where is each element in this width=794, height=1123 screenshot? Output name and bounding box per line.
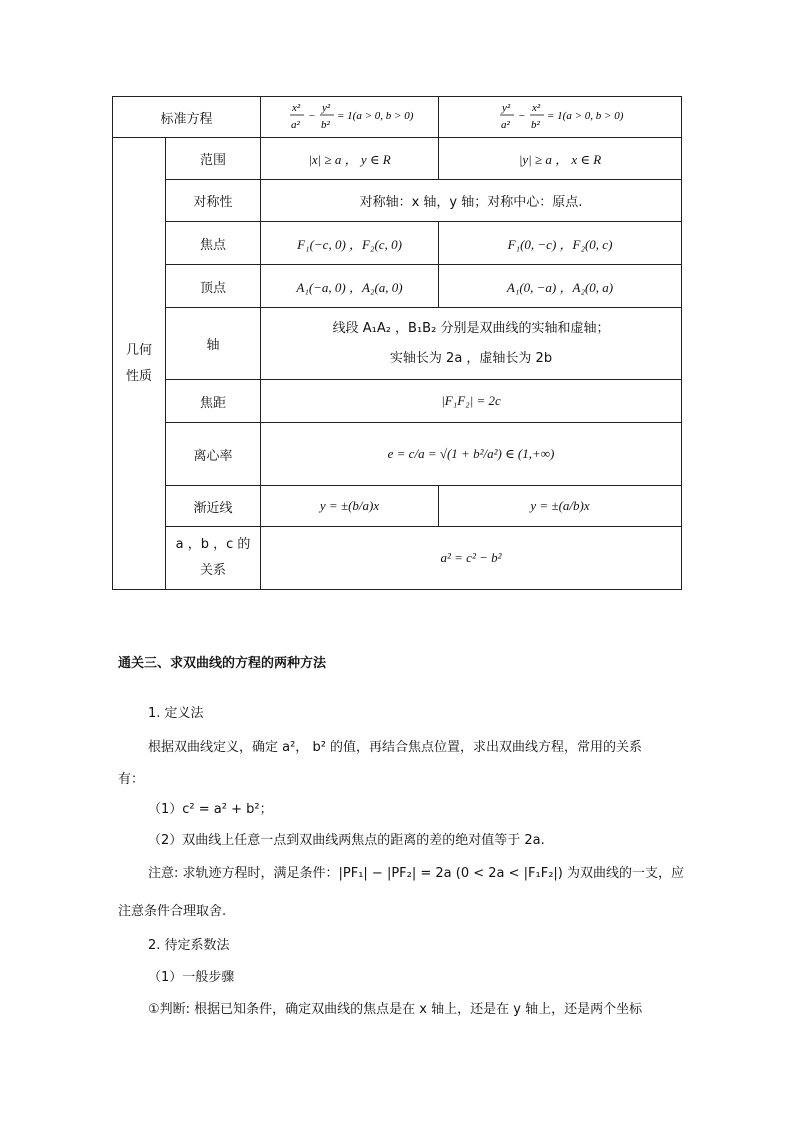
svg-text:= 1(a > 0, b > 0): = 1(a > 0, b > 0) bbox=[547, 110, 624, 122]
label-symmetry: 对称性 bbox=[166, 180, 261, 222]
row-axis bbox=[113, 308, 682, 380]
row-foci bbox=[113, 222, 682, 265]
label-relation bbox=[166, 527, 261, 590]
row-standard-equation bbox=[113, 97, 682, 138]
item2-judge: ①判断: 根据已知条件，确定双曲线的焦点是在 x 轴上，还是在 y 轴上，还是两个坐标 bbox=[148, 1002, 643, 1017]
row-relation bbox=[113, 527, 682, 590]
row-focal-distance bbox=[113, 380, 682, 423]
range-x-axis: |x| ≥ a ， y ∈ R bbox=[261, 138, 439, 180]
item1-relation2: （2）双曲线上任意一点到双曲线两焦点的距离的差的绝对值等于 2a. bbox=[148, 833, 545, 848]
item1-title: 1. 定义法 bbox=[148, 706, 204, 721]
note-text-b: 注意条件合理取舍. bbox=[118, 904, 227, 919]
row-eccentricity bbox=[113, 423, 682, 486]
note-text-a: 注意: 求轨迹方程时，满足条件：|PF₁| − |PF₂| = 2a (0 < 2a < |F₁F₂|) 为双曲线的一支，应 bbox=[148, 866, 685, 881]
vertices-x-axis: A₁(−a, 0) ，A₂(a, 0) bbox=[261, 265, 439, 308]
svg-text:a²: a² bbox=[501, 119, 510, 131]
group-geometric-properties bbox=[113, 138, 166, 590]
section-title: 通关三、求双曲线的方程的两种方法 bbox=[118, 656, 327, 671]
svg-text:−: − bbox=[518, 110, 526, 122]
svg-text:a²: a² bbox=[290, 119, 300, 131]
label-foci: 焦点 bbox=[166, 222, 261, 265]
foci-y-axis: F₁(0, −c) ，F₂(0, c) bbox=[439, 222, 682, 265]
item2-step: （1）一般步骤 bbox=[148, 970, 235, 985]
asymptote-x-axis: y = ±(b/a)x bbox=[261, 486, 439, 527]
label-focal-distance: 焦距 bbox=[166, 380, 261, 423]
svg-text:y²: y² bbox=[321, 102, 330, 114]
row-symmetry bbox=[113, 180, 682, 222]
item1-relation1: （1）c² = a² + b²； bbox=[148, 802, 273, 817]
equation-x-axis-formula bbox=[270, 97, 430, 133]
row-vertices bbox=[113, 265, 682, 308]
vertices-y-axis: A₁(0, −a) ，A₂(0, a) bbox=[439, 265, 682, 308]
item1-text-a: 根据双曲线定义，确定 a²， b² 的值，再结合焦点位置，求出双曲线方程，常用的关系 bbox=[148, 740, 643, 755]
label-vertices: 顶点 bbox=[166, 265, 261, 308]
label-asymptote: 渐近线 bbox=[166, 486, 261, 527]
hyperbola-properties-table bbox=[112, 96, 682, 590]
item2-title: 2. 待定系数法 bbox=[148, 938, 230, 953]
svg-text:x²: x² bbox=[532, 102, 541, 114]
label-range: 范围 bbox=[166, 138, 261, 180]
row-asymptote bbox=[113, 486, 682, 527]
equation-x-axis bbox=[261, 97, 439, 138]
axis-value bbox=[261, 308, 682, 380]
svg-text:x²: x² bbox=[291, 102, 300, 114]
group-label-line2: 性质 bbox=[125, 368, 152, 384]
asymptote-y-axis: y = ±(a/b)x bbox=[439, 486, 682, 527]
label-axis: 轴 bbox=[166, 308, 261, 380]
svg-text:= 1(a > 0, b > 0): = 1(a > 0, b > 0) bbox=[336, 110, 413, 122]
svg-text:b²: b² bbox=[320, 119, 330, 131]
label-eccentricity: 离心率 bbox=[166, 423, 261, 486]
relation-label-line2: 关系 bbox=[200, 563, 227, 578]
axis-line2: 实轴长为 2a ，虚轴长为 2b bbox=[389, 350, 553, 366]
relation-label-line1: a ，b ，c 的 bbox=[175, 537, 251, 552]
axis-line1: 线段 A₁A₂ ，B₁B₂ 分别是双曲线的实轴和虚轴； bbox=[332, 320, 610, 336]
eccentricity-value: e = c/a = √(1 + b²/a²) ∈ (1,+∞) bbox=[261, 423, 682, 486]
group-label-line1: 几何 bbox=[125, 342, 152, 358]
svg-text:y²: y² bbox=[502, 102, 511, 114]
foci-x-axis: F₁(−c, 0) ，F₂(c, 0) bbox=[261, 222, 439, 265]
equation-y-axis-formula bbox=[480, 97, 640, 133]
equation-y-axis bbox=[439, 97, 682, 138]
item1-text-b: 有： bbox=[118, 772, 145, 787]
svg-text:−: − bbox=[307, 110, 315, 122]
svg-text:b²: b² bbox=[531, 119, 540, 131]
range-y-axis: |y| ≥ a ， x ∈ R bbox=[439, 138, 682, 180]
relation-value: a² = c² − b² bbox=[261, 527, 682, 590]
symmetry-value: 对称轴：x 轴，y 轴；对称中心：原点. bbox=[261, 180, 682, 222]
row-range bbox=[113, 138, 682, 180]
label-standard-equation: 标准方程 bbox=[113, 97, 261, 138]
focal-distance-value: |F₁F₂| = 2c bbox=[261, 380, 682, 423]
